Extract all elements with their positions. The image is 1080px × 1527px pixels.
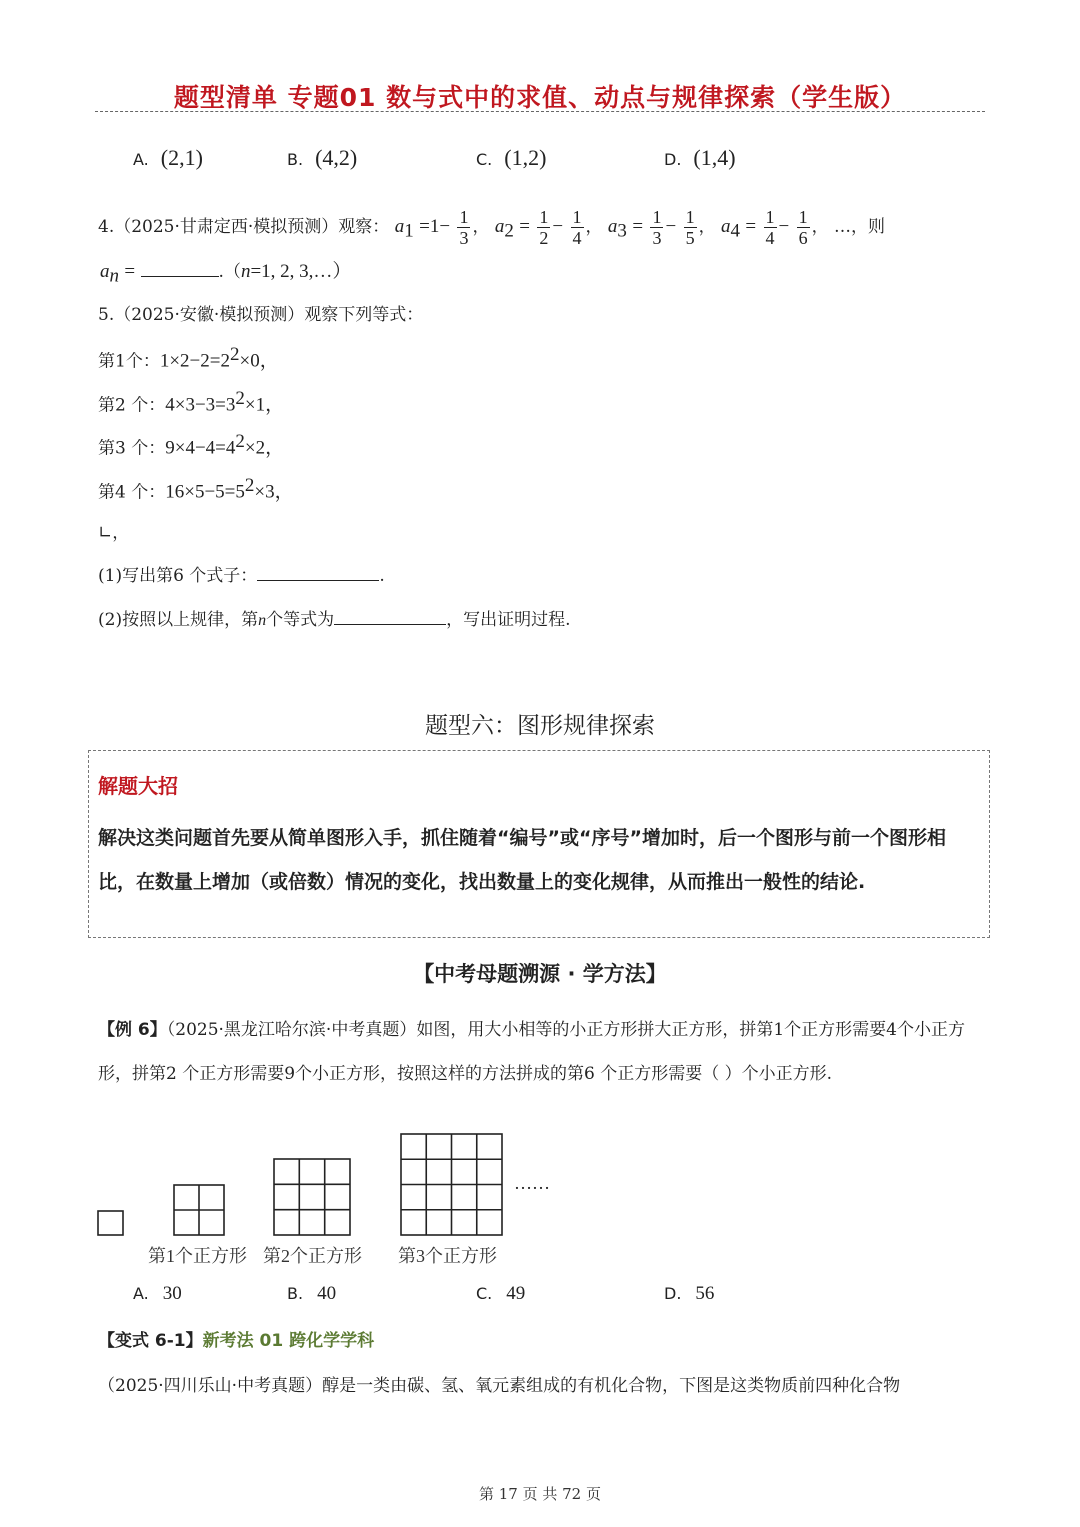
caption-3: 第3个正方形 [398, 1246, 497, 1266]
ex6-option-d: D. 56 [664, 1283, 715, 1304]
figure-ellipsis: …… [514, 1173, 550, 1193]
answer-blank-q4[interactable] [141, 276, 219, 277]
square-2x2 [174, 1185, 224, 1235]
square-4x4 [401, 1134, 502, 1235]
variant-6-1: 【变式 6-1】新考法 01 跨化学学科 [98, 1331, 375, 1351]
square-1x1 [98, 1211, 123, 1235]
q3-option-c: C. (1,2) [476, 145, 547, 170]
q5-continuation: ∟， [98, 523, 130, 543]
ex6-option-c: C. 49 [476, 1283, 526, 1304]
caption-1: 第1个正方形 [148, 1246, 247, 1266]
q3-option-d: D. (1,4) [664, 145, 736, 170]
q3-option-a: A. (2,1) [133, 145, 203, 170]
q5-part-1: (1)写出第6 个式子： . [98, 566, 385, 586]
q5-part-2: (2)按照以上规律，第n个等式为 ，写出证明过程. [98, 610, 571, 630]
ex6-option-a: A. 30 [133, 1283, 182, 1304]
page-title: 题型清单 专题01 数与式中的求值、动点与规律探索（学生版） [173, 83, 907, 112]
square-pattern-figure [90, 1125, 570, 1275]
tip-body: 解决这类问题首先要从简单图形入手，抓住随着“编号”或“序号”增加时，后一个图形与前一个图形相比，在数量上增加（或倍数）情况的变化，找出数量上的变化规律，从而推出一般性的结论. [98, 827, 946, 893]
q3-option-b: B. (4,2) [287, 145, 358, 170]
ex6-option-b: B. 40 [287, 1283, 337, 1304]
q5-item-4: 第4 个：$16\times 5-5=5^2\times 3$， [98, 475, 294, 503]
caption-2: 第2个正方形 [263, 1246, 362, 1266]
origin-heading: 【中考母题溯源 · 学方法】 [413, 962, 667, 986]
example-6: 【例 6】（2025·黑龙江哈尔滨·中考真题）如图，用大小相等的小正方形拼大正方形，拼第1个正方形需要4个小正方形，拼第2 个正方形需要9个小正方形，按照这样的方法拼成的第6 个正方形需要（ ）个小正方形. [98, 1020, 965, 1084]
question-5: 5.（2025·安徽·模拟预测）观察下列等式： [98, 305, 424, 325]
page-footer: 第 17 页 共 72 页 [478, 1485, 601, 1503]
variant-text: （2025·四川乐山·中考真题）醇是一类由碳、氢、氧元素组成的有机化合物，下图是这类物质前四种化合物 [98, 1376, 901, 1396]
question-4: 4.（2025·甘肃定西·模拟预测）观察： $a_1 =1-$ $\frac{1}{3}$ ， $a_2$ = $\frac{1}{2}$ − $\frac{1}{4}$ ， $a_3$ = $\frac{1}{3}$ − $\frac{1}{5}$ ， $a_4$ = $\frac{1}{4}$ − $\frac{1}{6}$ ， …，则 [98, 207, 886, 248]
answer-blank-q5-2[interactable] [334, 624, 446, 625]
square-3x3 [274, 1159, 350, 1235]
answer-blank-q5-1[interactable] [257, 580, 379, 581]
header-divider [95, 111, 985, 112]
section-title: 题型六：图形规律探索 [425, 713, 655, 739]
q5-item-3: 第3 个：$9\times 4-4=4^2\times 2$， [98, 431, 285, 459]
q5-item-1: 第1个：$1\times 2-2=2^2\times 0$， [98, 344, 279, 372]
question-4-line2: $a_n = .(n=1$, 2, 3,…） [100, 261, 352, 287]
q5-item-2: 第2 个：$4\times 3-3=3^2\times 1$， [98, 388, 285, 416]
tip-title: 解题大招 [98, 774, 178, 798]
